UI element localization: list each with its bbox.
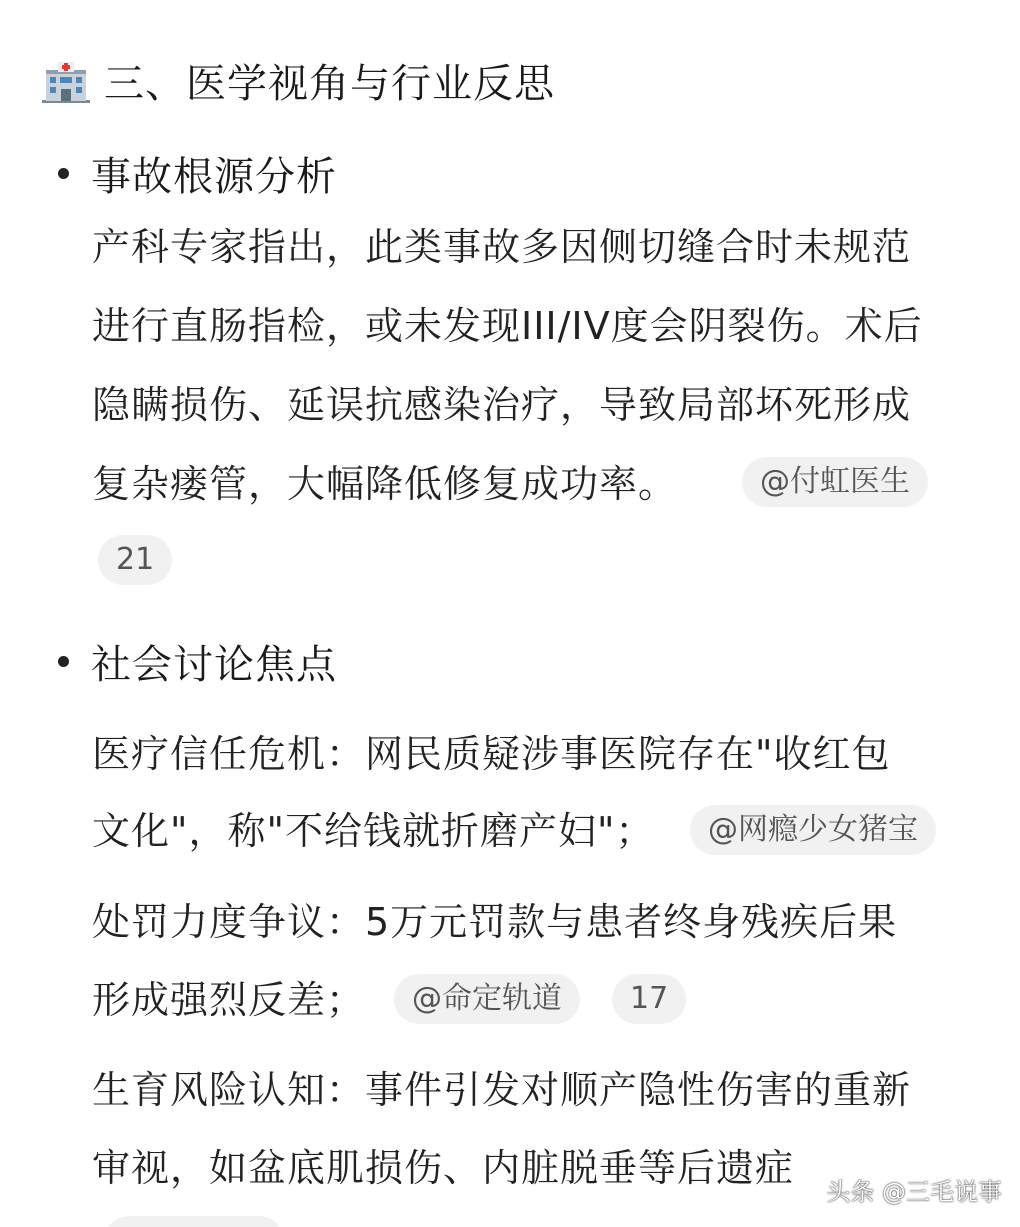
source-tag-pill[interactable]: @网瘾少女猪宝 (690, 805, 936, 855)
reference-count-pill[interactable]: 17 (612, 974, 686, 1024)
bullet-social-discussion (58, 633, 337, 690)
paragraph-line: 医疗信任危机：网民质疑涉事医院存在"收红包 (92, 732, 891, 776)
bullet-title: 社会讨论焦点 (91, 642, 337, 688)
reference-count-pill[interactable]: 21 (98, 535, 172, 585)
source-tag-pill[interactable]: @付虹医生 (742, 457, 928, 507)
bullet-dot (58, 168, 69, 179)
paragraph-line: 产科专家指出，此类事故多因侧切缝合时未规范 (92, 225, 912, 269)
bullet-title: 事故根源分析 (91, 154, 337, 200)
source-tag-pill[interactable]: @命定轨道 (394, 974, 580, 1024)
paragraph-line: 复杂瘘管，大幅降低修复成功率。 (92, 462, 678, 506)
paragraph-line: 生育风险认知：事件引发对顺产隐性伤害的重新 (92, 1068, 912, 1112)
section-heading (42, 52, 555, 108)
source-tag-pill-partial[interactable] (104, 1216, 284, 1227)
watermark: 头条 @三毛说事 (826, 1178, 1002, 1206)
bullet-dot (58, 656, 69, 667)
hospital-icon (42, 56, 90, 104)
paragraph-line: 形成强烈反差； (92, 978, 366, 1022)
paragraph-line: 文化"，称"不给钱就折磨产妇"； (92, 809, 655, 853)
paragraph-line: 审视，如盆底肌损伤、内脏脱垂等后遗症 (92, 1146, 795, 1190)
paragraph-line: 进行直肠指检，或未发现III/IV度会阴裂伤。术后 (92, 304, 923, 348)
section-title: 三、医学视角与行业反思 (104, 60, 555, 107)
paragraph-line: 处罚力度争议：5万元罚款与患者终身残疾后果 (92, 900, 898, 944)
bullet-accident-cause (58, 145, 337, 202)
paragraph-line: 隐瞒损伤、延误抗感染治疗，导致局部坏死形成 (92, 383, 912, 427)
